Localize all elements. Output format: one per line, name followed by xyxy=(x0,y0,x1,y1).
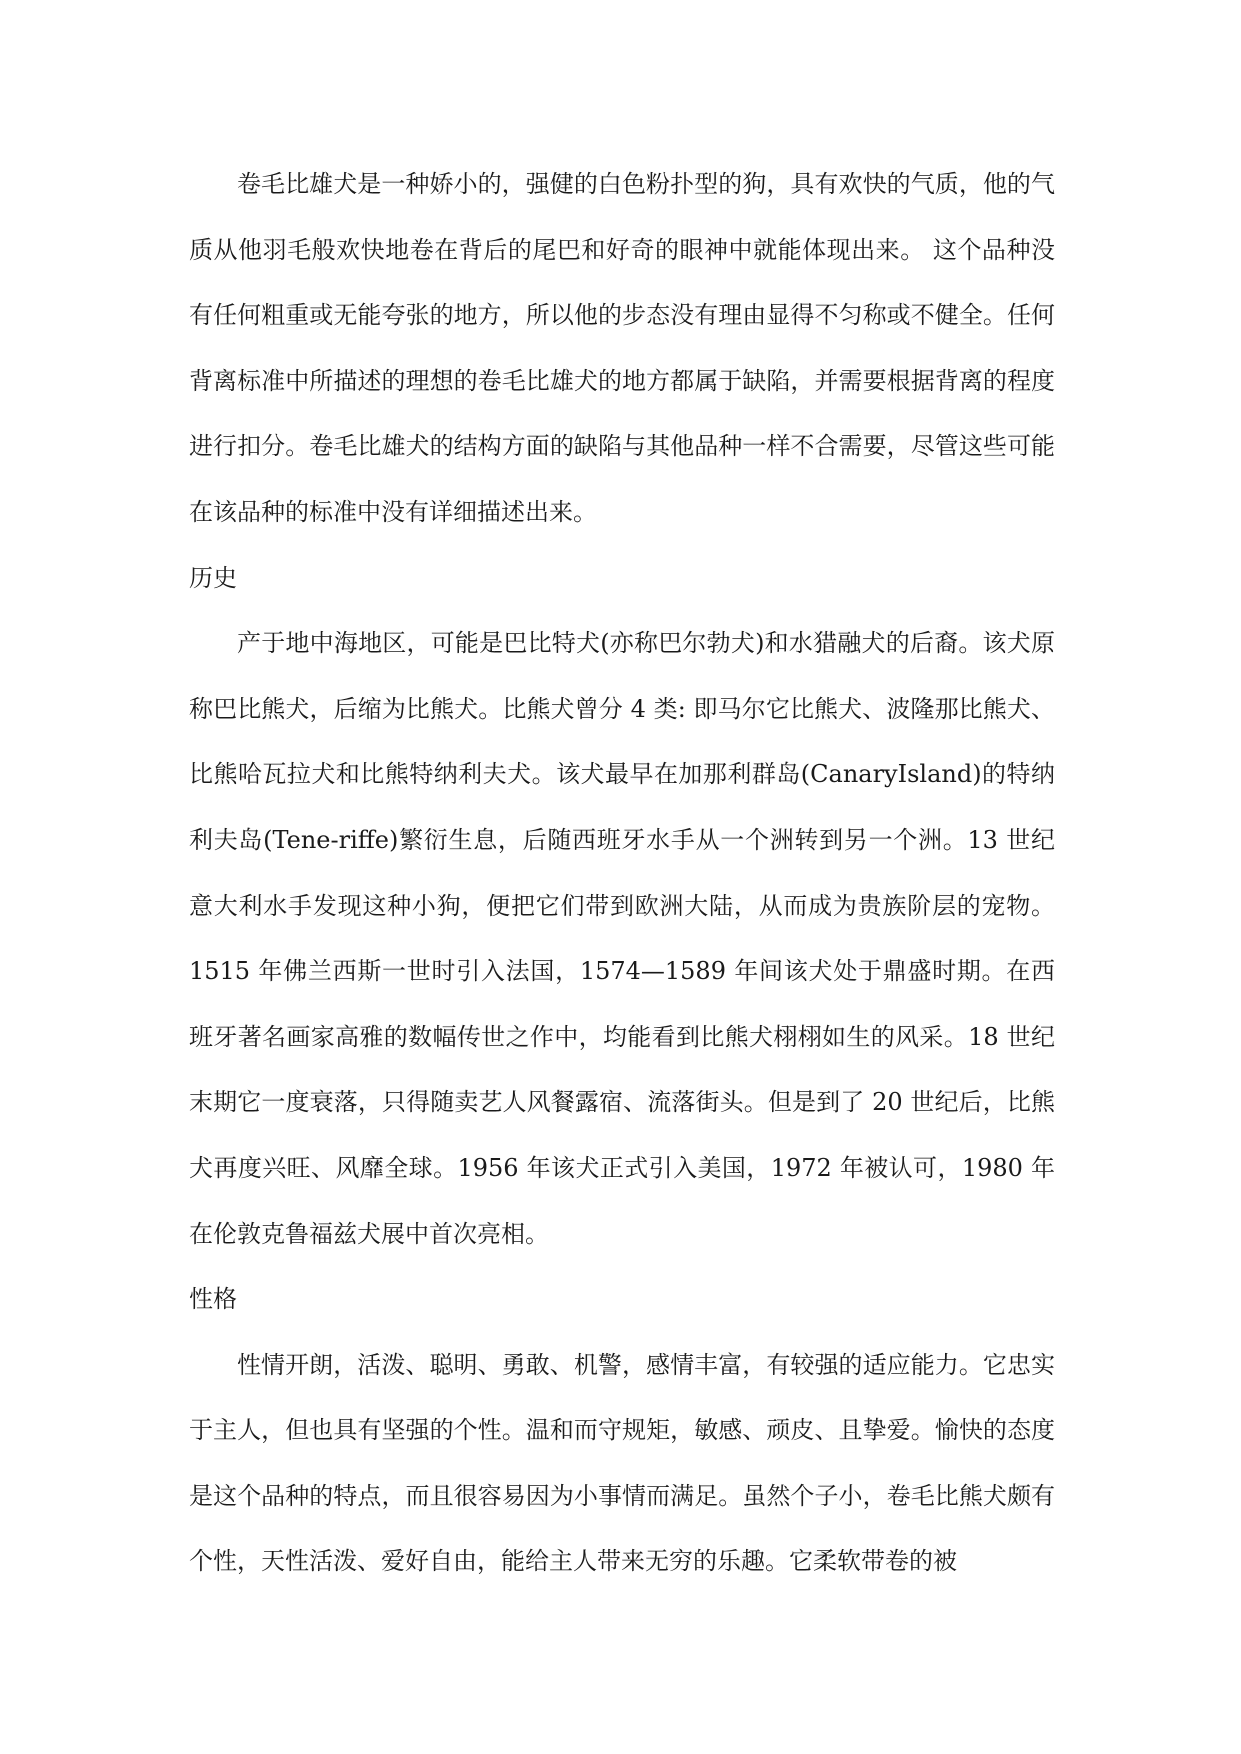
intro-paragraph: 卷毛比雄犬是一种娇小的，强健的白色粉扑型的狗，具有欢快的气质，他的气质从他羽毛般欢快地卷在背后的尾巴和好奇的眼神中就能体现出来。 这个品种没有任何粗重或无能夸张的地方，所以他的步态没有理由显得不匀称或不健全。任何背离标准中所描述的理想的卷毛比雄犬的地方都属于缺陷，并需要根据背离的程度进行扣分。卷毛比雄犬的结构方面的缺陷与其他品种一样不合需要，尽管这些可能在该品种的标准中没有详细描述出来。 xyxy=(189,170,1055,526)
temperament-paragraph: 性情开朗，活泼、聪明、勇敢、机警，感情丰富，有较强的适应能力。它忠实于主人，但也具有坚强的个性。温和而守规矩，敏感、顽皮、且挚爱。愉快的态度是这个品种的特点，而且很容易因为小事情而满足。虽然个子小，卷毛比熊犬颇有个性，天性活泼、爱好自由，能给主人带来无穷的乐趣。它柔软带卷的被 xyxy=(189,1350,1055,1576)
document-body xyxy=(189,152,1055,1595)
history-paragraph: 产于地中海地区，可能是巴比特犬(亦称巴尔勃犬)和水猎融犬的后裔。该犬原称巴比熊犬，后缩为比熊犬。比熊犬曾分 4 类: 即马尔它比熊犬、波隆那比熊犬、比熊哈瓦拉犬和比熊特纳利夫犬。该犬最早在加那利群岛(CanaryIsland)的特纳利夫岛(Tene-riffe)繁衍生息，后随西班牙水手从一个洲转到另一个洲。13 世纪意大利水手发现这种小狗，便把它们带到欧洲大陆，从而成为贵族阶层的宠物。1515 年佛兰西斯一世时引入法国，1574—1589 年间该犬处于鼎盛时期。在西班牙著名画家高雅的数幅传世之作中，均能看到比熊犬栩栩如生的风采。18 世纪末期它一度衰落，只得随卖艺人风餐露宿、流落街头。但是到了 20 世纪后，比熊犬再度兴旺、风靡全球。1956 年该犬正式引入美国，1972 年被认可，1980 年在伦敦克鲁福兹犬展中首次亮相。 xyxy=(189,629,1055,1248)
history-heading: 历史 xyxy=(189,563,237,592)
temperament-heading: 性格 xyxy=(189,1285,237,1314)
